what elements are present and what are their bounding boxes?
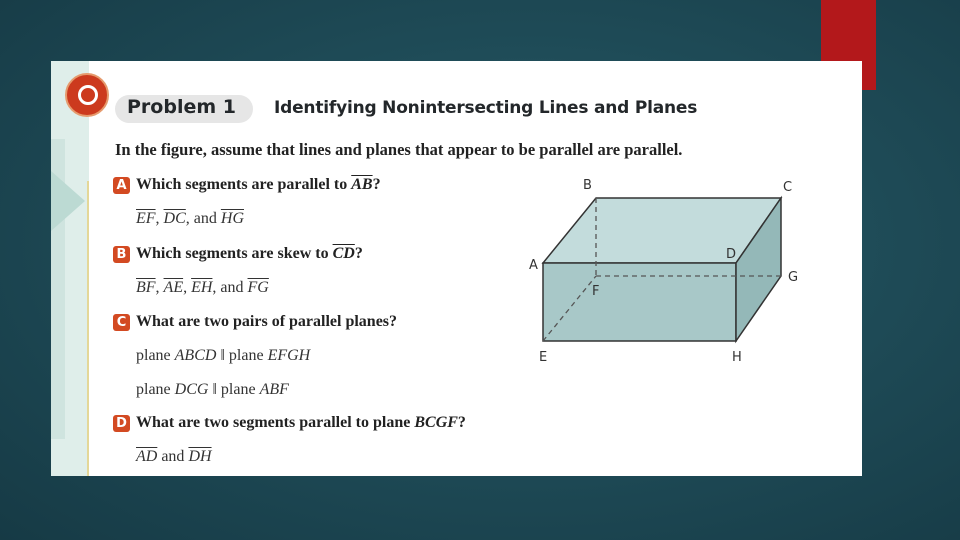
vertex-label-d: D	[726, 247, 737, 262]
answer-word: ‖ plane	[208, 381, 260, 398]
answer-segment: $\overline{DC}$	[163, 210, 186, 227]
answer-separator: ,	[155, 279, 164, 296]
question-d-suffix: ?	[457, 414, 466, 431]
question-b-segment: $\overline{CD}$	[332, 245, 355, 262]
answer-word: plane	[136, 347, 175, 364]
question-d-icon: D	[113, 415, 130, 432]
answer-segment: $\overline{AD}$	[136, 448, 158, 465]
answer-separator: , and	[212, 279, 248, 296]
question-a-text	[136, 176, 381, 194]
question-b-text	[136, 245, 363, 263]
vertex-label-h: H	[732, 350, 742, 365]
answer-segment: $\overline{EF}$	[136, 210, 156, 227]
vertex-label-f: F	[592, 284, 600, 299]
question-d-text	[136, 414, 466, 432]
question-c-text: What are two pairs of parallel planes?	[136, 313, 398, 330]
question-b-prefix: Which segments are skew to	[136, 245, 333, 262]
side-arrow-icon	[51, 61, 101, 476]
answer-segment: $\overline{BF}$	[136, 279, 156, 296]
problem-intro: In the figure, assume that lines and planes that appear to be parallel are parallel.	[115, 140, 683, 159]
answer-segment: $\overline{AE}$	[163, 279, 184, 296]
vertex-label-e: E	[539, 350, 548, 365]
prism-front-face	[543, 263, 736, 341]
vertex-label-c: C	[783, 180, 793, 195]
answer-separator: and	[157, 448, 189, 465]
vertex-label-g: G	[788, 270, 799, 285]
vertex-label-a: A	[529, 258, 538, 273]
rectangular-prism-figure	[521, 171, 821, 371]
answer-segment: $\overline{EH}$	[191, 279, 213, 296]
answer-c-1	[136, 347, 310, 365]
plane-name: ABF	[259, 381, 289, 398]
answer-separator: ,	[155, 210, 164, 227]
plane-name: EFGH	[267, 347, 311, 364]
answer-a	[136, 210, 244, 228]
web-icon	[78, 85, 98, 105]
vertex-label-b: B	[583, 178, 592, 193]
answer-c-2	[136, 381, 289, 399]
answer-d	[136, 448, 212, 466]
question-d-plane: BCGF	[414, 414, 458, 431]
answer-segment: $\overline{HG}$	[220, 210, 244, 227]
plane-name: ABCD	[174, 347, 217, 364]
online-problems-badge[interactable]	[65, 73, 109, 117]
answer-segment: $\overline{FG}$	[247, 279, 269, 296]
question-a-suffix: ?	[372, 176, 381, 193]
question-b-suffix: ?	[354, 245, 363, 262]
answer-separator: ,	[183, 279, 192, 296]
question-a-segment: $\overline{AB}$	[351, 176, 373, 193]
question-a-prefix: Which segments are parallel to	[136, 176, 352, 193]
answer-word: ‖ plane	[216, 347, 268, 364]
question-c-icon: C	[113, 314, 130, 331]
plane-name: DCG	[174, 381, 209, 398]
problem-title: Identifying Nonintersecting Lines and Planes	[274, 98, 698, 118]
question-b-icon: B	[113, 246, 130, 263]
textbook-card	[51, 61, 862, 476]
question-d-prefix: What are two segments parallel to plane	[136, 414, 415, 431]
answer-word: plane	[136, 381, 175, 398]
question-a-icon: A	[113, 177, 130, 194]
answer-segment: $\overline{DH}$	[188, 448, 212, 465]
answer-separator: , and	[185, 210, 221, 227]
answer-b	[136, 279, 269, 297]
problem-label: Problem 1	[127, 96, 236, 118]
